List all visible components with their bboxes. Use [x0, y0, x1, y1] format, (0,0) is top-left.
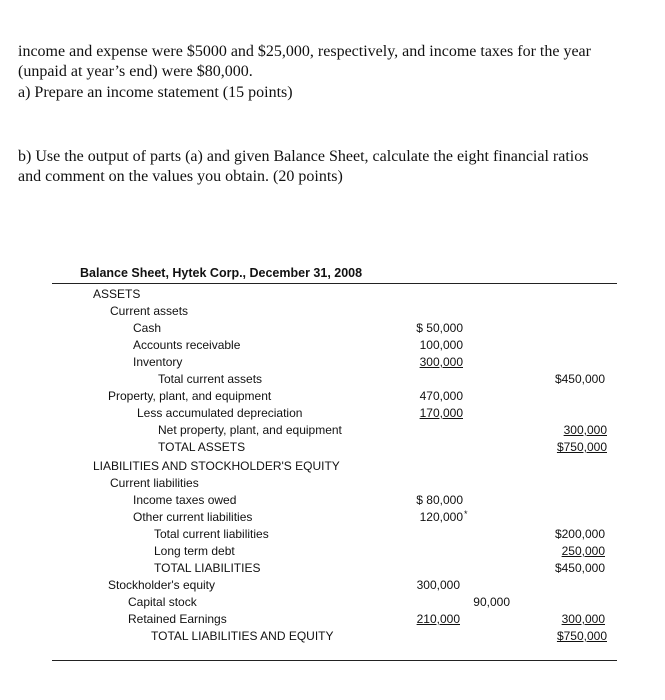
inventory-value: 300,000: [419, 355, 463, 369]
other-current-label: Other current liabilities: [133, 510, 253, 524]
assets-header: ASSETS: [93, 287, 141, 301]
total-assets-label: TOTAL ASSETS: [158, 440, 246, 454]
capital-stock-value: 90,000: [473, 595, 510, 609]
ppe-value: 470,000: [419, 389, 463, 403]
balance-sheet-title: Balance Sheet, Hytek Corp., December 31, 2008: [80, 266, 363, 280]
depreciation-label: Less accumulated depreciation: [137, 406, 303, 420]
top-rule: [52, 283, 617, 284]
total-liabilities-label: TOTAL LIABILITIES: [154, 561, 261, 575]
equity-total-value: 300,000: [561, 612, 605, 626]
net-ppe-label: Net property, plant, and equipment: [158, 423, 342, 437]
equity-value: 300,000: [416, 578, 460, 592]
cash-label: Cash: [133, 321, 162, 335]
bottom-rule: [52, 660, 617, 661]
retained-earnings-label: Retained Earnings: [128, 612, 227, 626]
ar-value: 100,000: [419, 338, 463, 352]
depreciation-value: 170,000: [419, 406, 463, 420]
inventory-label: Inventory: [133, 355, 183, 369]
total-assets-value: $750,000: [556, 440, 607, 454]
equity-label: Stockholder's equity: [108, 578, 216, 592]
ar-label: Accounts receivable: [133, 338, 241, 352]
tcl-value: $200,000: [554, 527, 605, 541]
ltd-label: Long term debt: [154, 544, 235, 558]
net-ppe-value: 300,000: [563, 423, 607, 437]
tca-label: Total current assets: [158, 372, 263, 386]
intro-line-1: income and expense were $5000 and $25,000, respectively, and income taxes for the year: [18, 43, 591, 60]
other-current-value: 120,000: [419, 510, 463, 524]
liabilities-header: LIABILITIES AND STOCKHOLDER'S EQUITY: [93, 459, 340, 473]
total-liab-equity-label: TOTAL LIABILITIES AND EQUITY: [151, 629, 334, 643]
current-assets-header: Current assets: [110, 304, 189, 318]
capital-stock-label: Capital stock: [128, 595, 197, 609]
current-liabilities-header: Current liabilities: [110, 476, 199, 490]
tcl-label: Total current liabilities: [154, 527, 269, 541]
income-taxes-label: Income taxes owed: [133, 493, 237, 507]
retained-earnings-value: 210,000: [416, 612, 460, 626]
part-b-line-1: b) Use the output of parts (a) and given Balance Sheet, calculate the eight financial ratios: [18, 148, 589, 165]
cash-value: $ 50,000: [416, 321, 463, 335]
tca-value: $450,000: [554, 372, 605, 386]
total-liabilities-value: $450,000: [554, 561, 605, 575]
total-liab-equity-value: $750,000: [556, 629, 607, 643]
intro-line-2: (unpaid at year’s end) were $80,000.: [18, 63, 253, 80]
income-taxes-value: $ 80,000: [416, 493, 463, 507]
ltd-value: 250,000: [561, 544, 605, 558]
part-a: a) Prepare an income statement (15 points): [18, 84, 293, 101]
footnote-mark: *: [464, 509, 468, 519]
ppe-label: Property, plant, and equipment: [108, 389, 272, 403]
part-b-line-2: and comment on the values you obtain. (20 points): [18, 168, 343, 185]
